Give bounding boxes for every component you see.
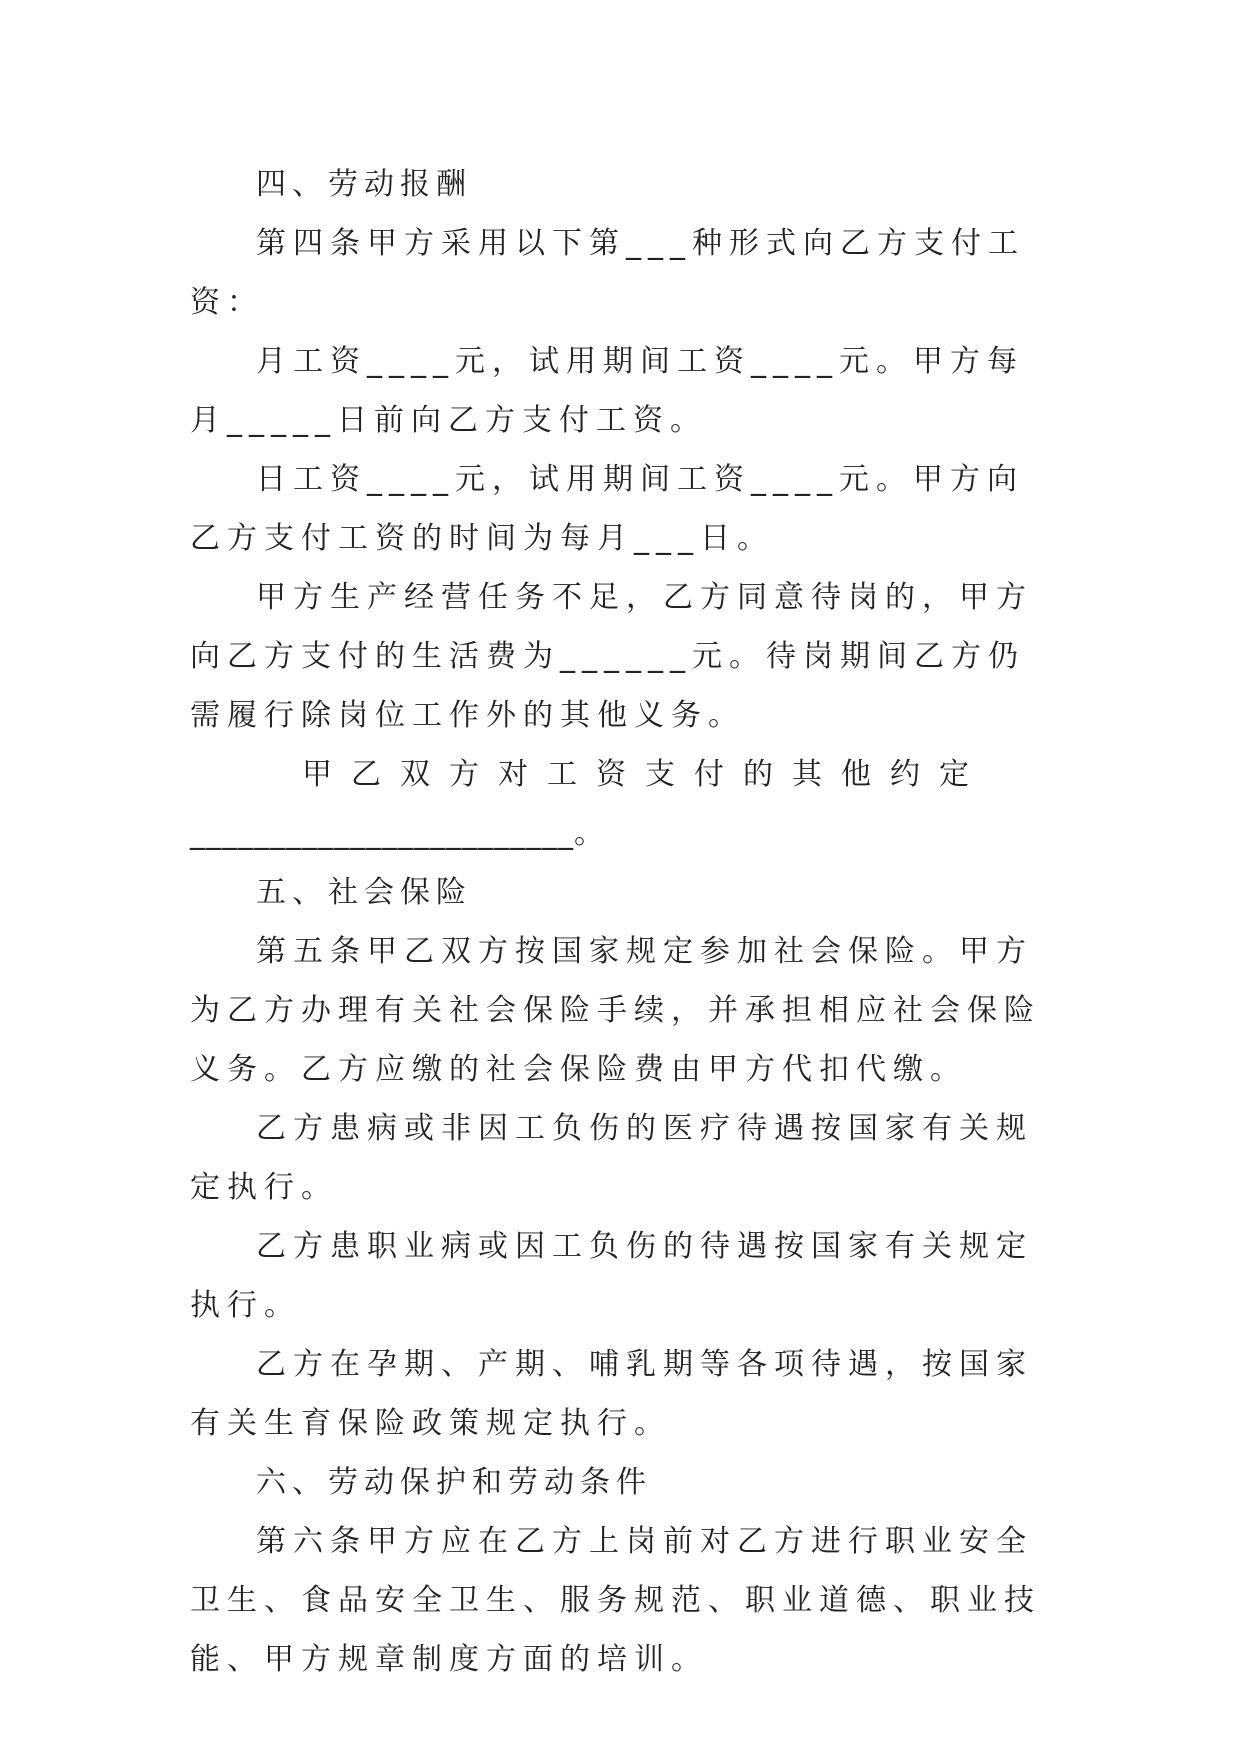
document-body (190, 155, 1060, 1689)
article-6-paragraph: 第六条甲方应在乙方上岗前对乙方进行职业安全卫生、食品安全卫生、服务规范、职业道德、职业技能、甲方规章制度方面的培训。 (190, 1524, 1041, 1677)
section-heading-labor-protection: 六、劳动保护和劳动条件 (256, 1465, 652, 1500)
other-pay-agreement-blank: ________________________。 (190, 816, 605, 851)
other-pay-agreement-line: 甲乙双方对工资支付的其他约定 (302, 757, 988, 792)
illness-treatment-paragraph: 乙方患病或非因工负伤的医疗待遇按国家有关规定执行。 (190, 1111, 1033, 1205)
maternity-benefits-paragraph: 乙方在孕期、产期、哺乳期等各项待遇，按国家有关生育保险政策规定执行。 (190, 1347, 1033, 1441)
occupational-injury-paragraph: 乙方患职业病或因工负伤的待遇按国家有关规定执行。 (190, 1229, 1033, 1323)
monthly-wage-paragraph: 月工资____元，试用期间工资____元。甲方每月_____日前向乙方支付工资。 (190, 344, 1024, 438)
section-heading-labor-pay: 四、劳动报酬 (256, 167, 472, 202)
article-4-paragraph: 第四条甲方采用以下第___种形式向乙方支付工资： (190, 226, 1025, 320)
section-heading-social-insurance: 五、社会保险 (256, 875, 472, 910)
standby-allowance-paragraph: 甲方生产经营任务不足，乙方同意待岗的，甲方向乙方支付的生活费为______元。待岗期间乙方仍需履行除岗位工作外的其他义务。 (190, 580, 1033, 733)
daily-wage-paragraph: 日工资____元，试用期间工资____元。甲方向乙方支付工资的时间为每月___日。 (190, 462, 1024, 556)
article-5-paragraph: 第五条甲乙双方按国家规定参加社会保险。甲方为乙方办理有关社会保险手续，并承担相应社会保险义务。乙方应缴的社会保险费由甲方代扣代缴。 (190, 934, 1041, 1087)
